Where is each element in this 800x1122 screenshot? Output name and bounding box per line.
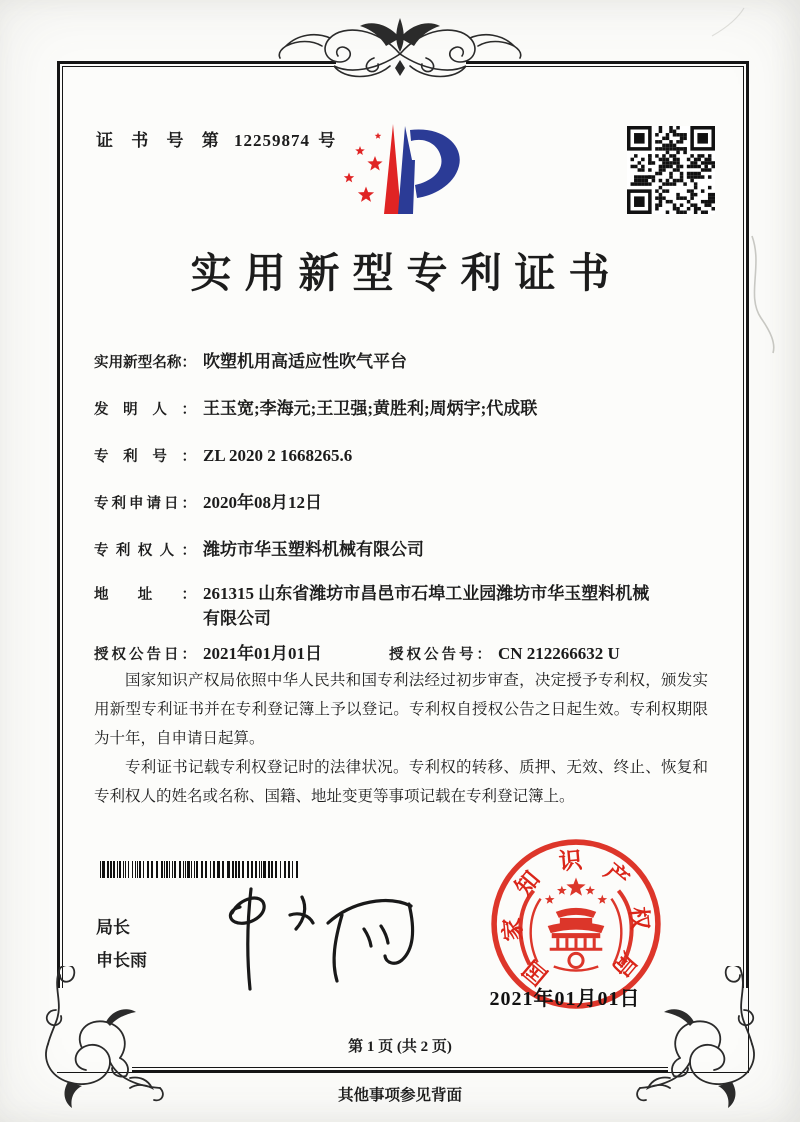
legal-paragraph-2: 专利证书记载专利权登记时的法律状况。专利权的转移、质押、无效、终止、恢复和专利权人的姓名或名称、国籍、地址变更等事项记载在专利登记簿上。	[94, 759, 708, 805]
field-row-name	[94, 349, 712, 374]
barcode-icon	[100, 861, 300, 878]
field-value-patent-no: ZL 2020 2 1668265.6	[203, 446, 353, 465]
field-label-inventors: 发明人：	[94, 402, 196, 418]
certificate-number-suffix: 号	[318, 131, 336, 150]
director-signature	[210, 883, 425, 995]
field-label-patentee: 专利权人：	[94, 543, 196, 559]
certificate-number	[96, 126, 335, 151]
svg-text:识: 识	[557, 846, 584, 875]
field-value-patentee: 潍坊市华玉塑料机械有限公司	[203, 540, 424, 559]
field-row-grant	[94, 641, 712, 666]
field-row-filing-date	[94, 490, 712, 515]
grant-number-pair	[389, 641, 620, 666]
certificate-title: 实用新型专利证书	[190, 250, 623, 296]
field-label-patent-no: 专利号：	[94, 449, 196, 465]
field-label-name: 实用新型名称：	[94, 355, 196, 371]
cnipa-logo-icon	[330, 108, 480, 228]
field-label-grant-date: 授权公告日：	[94, 647, 196, 663]
svg-text:国: 国	[517, 955, 553, 991]
field-value-filing-date: 2020年08月12日	[203, 493, 322, 512]
field-row-patent-no	[94, 443, 712, 468]
svg-text:权: 权	[625, 905, 654, 932]
legal-paragraph-1: 国家知识产权局依照中华人民共和国专利法经过初步审查，决定授予专利权，颁发实用新型专利证书并在专利登记簿上予以登记。专利权自授权公告之日起生效。专利权期限为十年，自申请日起算。	[94, 672, 708, 747]
field-value-address: 261315 山东省潍坊市昌邑市石埠工业园潍坊市华玉塑料机械有限公司	[203, 584, 650, 628]
field-row-patentee	[94, 537, 712, 562]
svg-text:家: 家	[498, 916, 527, 943]
seal-date: 2021年01月01日	[489, 988, 641, 1010]
field-value-name: 吹塑机用高适应性吹气平台	[203, 352, 407, 371]
field-row-inventors	[94, 396, 712, 421]
svg-text:产: 产	[599, 857, 635, 893]
page-number: 第 1 页 (共 2 页)	[348, 1039, 452, 1055]
field-row-address	[94, 581, 712, 631]
legal-text-section	[94, 666, 708, 811]
director-block	[96, 911, 147, 977]
top-flourish-ornament	[278, 8, 522, 92]
field-value-inventors: 王玉宽;李海元;王卫强;黄胜利;周炳宇;代成联	[203, 399, 538, 418]
field-label-filing-date: 专利申请日：	[94, 496, 196, 512]
back-note: 其他事项参见背面	[337, 1087, 462, 1104]
field-label-grant-no: 授权公告号：	[389, 647, 491, 663]
director-title: 局长	[96, 918, 130, 937]
certificate-number-prefix: 证 书 号 第	[96, 131, 226, 150]
certificate-number-value: 12259874	[234, 131, 310, 150]
svg-text:局: 局	[607, 947, 643, 983]
director-name: 申长雨	[96, 951, 147, 970]
svg-text:知: 知	[509, 865, 545, 901]
field-value-grant-no: CN 212266632 U	[498, 644, 620, 663]
qr-code-icon	[627, 126, 715, 214]
field-label-address: 地址：	[94, 587, 196, 603]
field-value-grant-date: 2021年01月01日	[203, 644, 322, 663]
